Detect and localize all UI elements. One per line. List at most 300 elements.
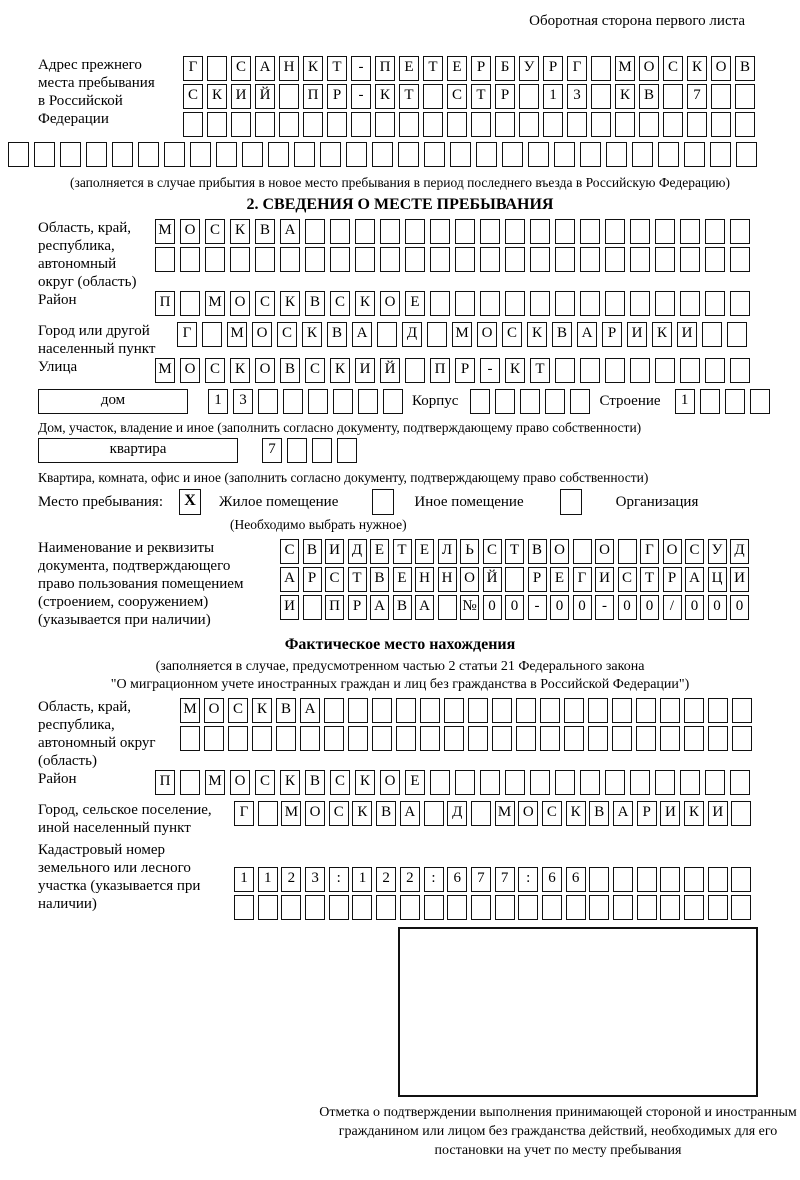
char-cell[interactable] xyxy=(324,726,344,751)
char-cell[interactable] xyxy=(396,698,416,723)
char-cell[interactable] xyxy=(420,698,440,723)
char-cell[interactable]: - xyxy=(595,595,614,620)
char-cell[interactable] xyxy=(605,219,625,244)
char-cell[interactable] xyxy=(589,895,609,920)
char-cell[interactable] xyxy=(258,389,278,414)
char-cell[interactable] xyxy=(294,142,315,167)
char-cell[interactable] xyxy=(355,247,375,272)
char-cell[interactable] xyxy=(735,112,755,137)
char-cell[interactable] xyxy=(242,142,263,167)
char-cell[interactable]: М xyxy=(155,358,175,383)
char-cell[interactable] xyxy=(705,219,725,244)
char-cell[interactable] xyxy=(430,247,450,272)
char-cell[interactable]: О xyxy=(518,801,538,826)
char-cell[interactable]: А xyxy=(577,322,597,347)
char-cell[interactable] xyxy=(383,389,403,414)
char-cell[interactable]: Р xyxy=(528,567,547,592)
char-cell[interactable]: 0 xyxy=(505,595,524,620)
char-cell[interactable] xyxy=(380,219,400,244)
char-cell[interactable]: Е xyxy=(370,539,389,564)
char-cell[interactable]: Р xyxy=(637,801,657,826)
char-cell[interactable]: Н xyxy=(279,56,299,81)
char-cell[interactable]: К xyxy=(352,801,372,826)
char-cell[interactable] xyxy=(735,84,755,109)
char-cell[interactable] xyxy=(540,726,560,751)
char-cell[interactable] xyxy=(680,358,700,383)
char-cell[interactable]: О xyxy=(230,770,250,795)
char-cell[interactable] xyxy=(430,770,450,795)
char-cell[interactable]: С xyxy=(330,291,350,316)
char-cell[interactable] xyxy=(455,219,475,244)
char-cell[interactable]: Р xyxy=(663,567,682,592)
char-cell[interactable]: И xyxy=(280,595,299,620)
char-cell[interactable]: И xyxy=(627,322,647,347)
char-cell[interactable] xyxy=(708,895,728,920)
char-cell[interactable] xyxy=(542,895,562,920)
char-cell[interactable] xyxy=(492,698,512,723)
char-cell[interactable]: П xyxy=(155,291,175,316)
char-cell[interactable]: 0 xyxy=(618,595,637,620)
char-cell[interactable] xyxy=(398,142,419,167)
char-cell[interactable]: К xyxy=(687,56,707,81)
char-cell[interactable] xyxy=(346,142,367,167)
char-cell[interactable]: О xyxy=(380,291,400,316)
char-cell[interactable]: М xyxy=(205,770,225,795)
char-cell[interactable] xyxy=(230,247,250,272)
char-cell[interactable] xyxy=(190,142,211,167)
char-cell[interactable] xyxy=(630,247,650,272)
char-cell[interactable]: М xyxy=(495,801,515,826)
char-cell[interactable] xyxy=(355,219,375,244)
char-cell[interactable]: № xyxy=(460,595,479,620)
char-cell[interactable] xyxy=(639,112,659,137)
char-cell[interactable]: Д xyxy=(348,539,367,564)
char-cell[interactable]: К xyxy=(566,801,586,826)
char-cell[interactable]: 0 xyxy=(573,595,592,620)
char-cell[interactable]: В xyxy=(376,801,396,826)
char-cell[interactable]: О xyxy=(460,567,479,592)
char-cell[interactable]: 6 xyxy=(566,867,586,892)
char-cell[interactable]: 0 xyxy=(730,595,749,620)
char-cell[interactable]: К xyxy=(252,698,272,723)
document-row-2[interactable] xyxy=(280,567,753,595)
char-cell[interactable] xyxy=(480,247,500,272)
char-cell[interactable]: Т xyxy=(423,56,443,81)
char-cell[interactable] xyxy=(687,112,707,137)
char-cell[interactable] xyxy=(358,389,378,414)
char-cell[interactable] xyxy=(637,867,657,892)
char-cell[interactable]: В xyxy=(639,84,659,109)
char-cell[interactable]: С xyxy=(205,219,225,244)
char-cell[interactable]: Р xyxy=(303,567,322,592)
char-cell[interactable] xyxy=(555,247,575,272)
char-cell[interactable]: Е xyxy=(393,567,412,592)
char-cell[interactable]: К xyxy=(355,291,375,316)
char-cell[interactable] xyxy=(308,389,328,414)
char-cell[interactable] xyxy=(112,142,133,167)
char-cell[interactable]: Г xyxy=(640,539,659,564)
char-cell[interactable]: К xyxy=(355,770,375,795)
char-cell[interactable] xyxy=(615,112,635,137)
char-cell[interactable] xyxy=(606,142,627,167)
char-cell[interactable] xyxy=(711,112,731,137)
char-cell[interactable]: Г xyxy=(234,801,254,826)
char-cell[interactable]: В xyxy=(552,322,572,347)
char-cell[interactable] xyxy=(580,291,600,316)
region-row-1[interactable] xyxy=(155,219,755,247)
char-cell[interactable] xyxy=(555,219,575,244)
char-cell[interactable]: И xyxy=(325,539,344,564)
char-cell[interactable] xyxy=(636,698,656,723)
char-cell[interactable] xyxy=(505,247,525,272)
char-cell[interactable]: Е xyxy=(405,291,425,316)
char-cell[interactable] xyxy=(705,247,725,272)
char-cell[interactable]: - xyxy=(351,84,371,109)
char-cell[interactable] xyxy=(348,726,368,751)
char-cell[interactable] xyxy=(8,142,29,167)
char-cell[interactable] xyxy=(329,895,349,920)
char-cell[interactable] xyxy=(730,358,750,383)
stay-type-checkbox-organization[interactable] xyxy=(560,489,582,515)
char-cell[interactable]: Е xyxy=(415,539,434,564)
char-cell[interactable]: С xyxy=(330,770,350,795)
char-cell[interactable] xyxy=(518,895,538,920)
char-cell[interactable] xyxy=(303,112,323,137)
char-cell[interactable] xyxy=(530,219,550,244)
char-cell[interactable]: Т xyxy=(530,358,550,383)
char-cell[interactable] xyxy=(505,770,525,795)
korpus-cells[interactable] xyxy=(470,389,595,417)
char-cell[interactable]: 0 xyxy=(685,595,704,620)
char-cell[interactable] xyxy=(252,726,272,751)
house-type-box[interactable]: дом xyxy=(38,389,188,414)
char-cell[interactable] xyxy=(180,770,200,795)
char-cell[interactable] xyxy=(591,112,611,137)
char-cell[interactable]: О xyxy=(550,539,569,564)
char-cell[interactable]: И xyxy=(231,84,251,109)
char-cell[interactable] xyxy=(280,247,300,272)
char-cell[interactable] xyxy=(470,389,490,414)
district-row[interactable] xyxy=(155,291,755,319)
char-cell[interactable] xyxy=(430,219,450,244)
char-cell[interactable] xyxy=(255,112,275,137)
char-cell[interactable] xyxy=(377,322,397,347)
char-cell[interactable] xyxy=(228,726,248,751)
char-cell[interactable]: Н xyxy=(438,567,457,592)
char-cell[interactable] xyxy=(207,112,227,137)
char-cell[interactable] xyxy=(700,389,720,414)
char-cell[interactable] xyxy=(605,358,625,383)
char-cell[interactable] xyxy=(327,112,347,137)
char-cell[interactable]: 3 xyxy=(567,84,587,109)
char-cell[interactable]: С xyxy=(483,539,502,564)
char-cell[interactable] xyxy=(580,247,600,272)
char-cell[interactable] xyxy=(637,895,657,920)
char-cell[interactable]: Г xyxy=(567,56,587,81)
char-cell[interactable] xyxy=(455,291,475,316)
char-cell[interactable] xyxy=(420,726,440,751)
char-cell[interactable] xyxy=(660,895,680,920)
char-cell[interactable]: 1 xyxy=(675,389,695,414)
char-cell[interactable] xyxy=(630,770,650,795)
char-cell[interactable]: И xyxy=(730,567,749,592)
char-cell[interactable]: - xyxy=(528,595,547,620)
actual-district-row[interactable] xyxy=(155,770,755,798)
char-cell[interactable] xyxy=(731,895,751,920)
char-cell[interactable] xyxy=(455,770,475,795)
char-cell[interactable]: 2 xyxy=(376,867,396,892)
char-cell[interactable] xyxy=(423,84,443,109)
char-cell[interactable]: В xyxy=(276,698,296,723)
char-cell[interactable] xyxy=(372,698,392,723)
char-cell[interactable]: К xyxy=(280,770,300,795)
char-cell[interactable]: С xyxy=(231,56,251,81)
char-cell[interactable] xyxy=(305,247,325,272)
char-cell[interactable]: М xyxy=(205,291,225,316)
char-cell[interactable] xyxy=(516,698,536,723)
char-cell[interactable] xyxy=(567,112,587,137)
char-cell[interactable] xyxy=(396,726,416,751)
char-cell[interactable]: М xyxy=(281,801,301,826)
char-cell[interactable] xyxy=(430,291,450,316)
char-cell[interactable]: С xyxy=(205,358,225,383)
char-cell[interactable]: К xyxy=(280,291,300,316)
char-cell[interactable]: В xyxy=(528,539,547,564)
stroenie-cells[interactable] xyxy=(675,389,775,417)
char-cell[interactable] xyxy=(86,142,107,167)
char-cell[interactable]: Е xyxy=(550,567,569,592)
char-cell[interactable]: С xyxy=(255,291,275,316)
char-cell[interactable]: 1 xyxy=(234,867,254,892)
char-cell[interactable] xyxy=(520,389,540,414)
char-cell[interactable]: Д xyxy=(730,539,749,564)
char-cell[interactable] xyxy=(495,389,515,414)
char-cell[interactable]: 7 xyxy=(495,867,515,892)
char-cell[interactable]: О xyxy=(477,322,497,347)
char-cell[interactable]: И xyxy=(708,801,728,826)
char-cell[interactable] xyxy=(660,698,680,723)
char-cell[interactable] xyxy=(324,698,344,723)
char-cell[interactable] xyxy=(632,142,653,167)
char-cell[interactable] xyxy=(605,247,625,272)
char-cell[interactable] xyxy=(543,112,563,137)
char-cell[interactable] xyxy=(505,567,524,592)
prev-address-row-3[interactable] xyxy=(183,112,759,140)
char-cell[interactable]: Л xyxy=(438,539,457,564)
char-cell[interactable]: М xyxy=(227,322,247,347)
char-cell[interactable]: В xyxy=(305,770,325,795)
char-cell[interactable]: К xyxy=(207,84,227,109)
char-cell[interactable] xyxy=(468,698,488,723)
char-cell[interactable]: В xyxy=(393,595,412,620)
char-cell[interactable]: И xyxy=(595,567,614,592)
char-cell[interactable] xyxy=(495,112,515,137)
char-cell[interactable] xyxy=(612,726,632,751)
char-cell[interactable] xyxy=(731,867,751,892)
char-cell[interactable] xyxy=(34,142,55,167)
char-cell[interactable]: П xyxy=(430,358,450,383)
char-cell[interactable]: С xyxy=(277,322,297,347)
char-cell[interactable]: А xyxy=(280,567,299,592)
char-cell[interactable]: 1 xyxy=(352,867,372,892)
char-cell[interactable]: П xyxy=(155,770,175,795)
char-cell[interactable]: А xyxy=(255,56,275,81)
char-cell[interactable] xyxy=(750,389,770,414)
char-cell[interactable]: 3 xyxy=(233,389,253,414)
char-cell[interactable]: А xyxy=(613,801,633,826)
char-cell[interactable] xyxy=(663,84,683,109)
char-cell[interactable] xyxy=(564,726,584,751)
char-cell[interactable]: О xyxy=(230,291,250,316)
char-cell[interactable] xyxy=(630,291,650,316)
stay-type-checkbox-residential[interactable]: X xyxy=(179,489,201,515)
char-cell[interactable]: С xyxy=(618,567,637,592)
char-cell[interactable]: 1 xyxy=(543,84,563,109)
char-cell[interactable] xyxy=(655,219,675,244)
char-cell[interactable] xyxy=(305,895,325,920)
char-cell[interactable] xyxy=(736,142,757,167)
char-cell[interactable] xyxy=(612,698,632,723)
char-cell[interactable] xyxy=(663,112,683,137)
char-cell[interactable]: 0 xyxy=(550,595,569,620)
char-cell[interactable]: В xyxy=(735,56,755,81)
char-cell[interactable]: К xyxy=(527,322,547,347)
char-cell[interactable] xyxy=(305,219,325,244)
char-cell[interactable] xyxy=(60,142,81,167)
house-number-cells[interactable] xyxy=(208,389,408,417)
char-cell[interactable] xyxy=(480,219,500,244)
char-cell[interactable] xyxy=(352,895,372,920)
char-cell[interactable] xyxy=(502,142,523,167)
char-cell[interactable] xyxy=(138,142,159,167)
char-cell[interactable] xyxy=(684,698,704,723)
char-cell[interactable]: К xyxy=(615,84,635,109)
char-cell[interactable] xyxy=(405,247,425,272)
char-cell[interactable] xyxy=(205,247,225,272)
char-cell[interactable] xyxy=(566,895,586,920)
char-cell[interactable]: С xyxy=(305,358,325,383)
char-cell[interactable]: 6 xyxy=(542,867,562,892)
char-cell[interactable]: С xyxy=(183,84,203,109)
char-cell[interactable] xyxy=(555,291,575,316)
char-cell[interactable]: М xyxy=(615,56,635,81)
char-cell[interactable] xyxy=(655,247,675,272)
char-cell[interactable]: В xyxy=(303,539,322,564)
char-cell[interactable] xyxy=(283,389,303,414)
char-cell[interactable]: У xyxy=(708,539,727,564)
char-cell[interactable] xyxy=(180,247,200,272)
char-cell[interactable] xyxy=(279,84,299,109)
char-cell[interactable] xyxy=(591,84,611,109)
char-cell[interactable]: Е xyxy=(399,56,419,81)
char-cell[interactable] xyxy=(530,770,550,795)
char-cell[interactable]: Д xyxy=(402,322,422,347)
char-cell[interactable] xyxy=(204,726,224,751)
char-cell[interactable]: С xyxy=(325,567,344,592)
char-cell[interactable] xyxy=(320,142,341,167)
char-cell[interactable]: Ь xyxy=(460,539,479,564)
char-cell[interactable] xyxy=(255,247,275,272)
char-cell[interactable]: О xyxy=(180,358,200,383)
char-cell[interactable]: Р xyxy=(327,84,347,109)
char-cell[interactable]: С xyxy=(685,539,704,564)
char-cell[interactable]: Н xyxy=(415,567,434,592)
char-cell[interactable]: С xyxy=(542,801,562,826)
char-cell[interactable] xyxy=(530,291,550,316)
char-cell[interactable] xyxy=(480,291,500,316)
char-cell[interactable]: А xyxy=(352,322,372,347)
char-cell[interactable] xyxy=(680,219,700,244)
char-cell[interactable] xyxy=(330,219,350,244)
char-cell[interactable]: : xyxy=(329,867,349,892)
char-cell[interactable] xyxy=(279,112,299,137)
char-cell[interactable]: : xyxy=(424,867,444,892)
char-cell[interactable]: К xyxy=(652,322,672,347)
char-cell[interactable] xyxy=(424,801,444,826)
char-cell[interactable] xyxy=(492,726,512,751)
document-row-3[interactable] xyxy=(280,595,753,623)
char-cell[interactable] xyxy=(372,726,392,751)
char-cell[interactable]: О xyxy=(380,770,400,795)
char-cell[interactable] xyxy=(399,112,419,137)
char-cell[interactable]: Г xyxy=(183,56,203,81)
char-cell[interactable] xyxy=(444,726,464,751)
char-cell[interactable]: О xyxy=(595,539,614,564)
char-cell[interactable]: Й xyxy=(255,84,275,109)
char-cell[interactable] xyxy=(258,801,278,826)
char-cell[interactable] xyxy=(164,142,185,167)
prev-address-row-4[interactable] xyxy=(8,142,800,170)
char-cell[interactable] xyxy=(680,291,700,316)
char-cell[interactable] xyxy=(380,247,400,272)
char-cell[interactable] xyxy=(268,142,289,167)
actual-region-row-2[interactable] xyxy=(180,726,756,754)
char-cell[interactable] xyxy=(519,112,539,137)
char-cell[interactable] xyxy=(613,867,633,892)
char-cell[interactable] xyxy=(375,112,395,137)
char-cell[interactable]: Т xyxy=(399,84,419,109)
char-cell[interactable] xyxy=(605,770,625,795)
street-row[interactable] xyxy=(155,358,755,386)
char-cell[interactable]: 7 xyxy=(471,867,491,892)
char-cell[interactable] xyxy=(732,726,752,751)
char-cell[interactable] xyxy=(684,726,704,751)
char-cell[interactable]: Т xyxy=(393,539,412,564)
char-cell[interactable]: В xyxy=(280,358,300,383)
char-cell[interactable]: / xyxy=(663,595,682,620)
char-cell[interactable] xyxy=(630,219,650,244)
char-cell[interactable]: Т xyxy=(505,539,524,564)
char-cell[interactable]: Р xyxy=(495,84,515,109)
char-cell[interactable] xyxy=(573,539,592,564)
char-cell[interactable]: 6 xyxy=(447,867,467,892)
char-cell[interactable] xyxy=(183,112,203,137)
char-cell[interactable]: И xyxy=(660,801,680,826)
char-cell[interactable] xyxy=(555,358,575,383)
char-cell[interactable]: О xyxy=(180,219,200,244)
char-cell[interactable]: М xyxy=(452,322,472,347)
char-cell[interactable]: М xyxy=(155,219,175,244)
char-cell[interactable]: А xyxy=(415,595,434,620)
char-cell[interactable] xyxy=(708,698,728,723)
char-cell[interactable]: А xyxy=(685,567,704,592)
char-cell[interactable] xyxy=(333,389,353,414)
char-cell[interactable]: И xyxy=(355,358,375,383)
char-cell[interactable]: О xyxy=(305,801,325,826)
char-cell[interactable] xyxy=(207,56,227,81)
char-cell[interactable]: О xyxy=(711,56,731,81)
char-cell[interactable]: Й xyxy=(483,567,502,592)
